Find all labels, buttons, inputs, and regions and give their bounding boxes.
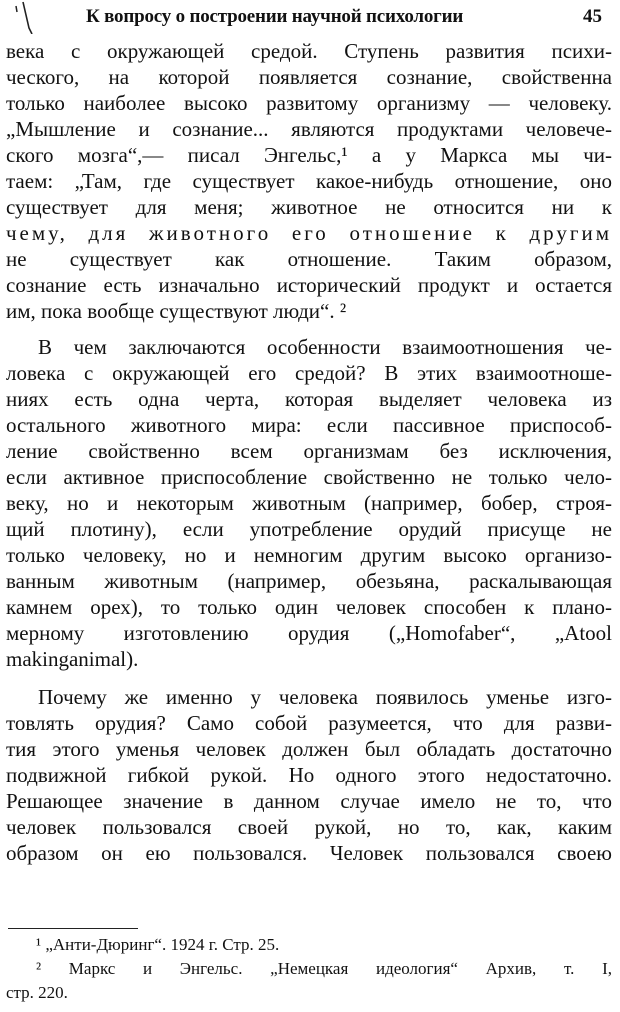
text-line: ниях есть одна черта, которая выделяет человека из bbox=[6, 387, 612, 411]
text-line: ление свойственно всем организмам без исключения, bbox=[6, 439, 612, 463]
footnote: стр. 220. bbox=[6, 983, 68, 1002]
text-line: чему, для животного его отношение к другим bbox=[6, 221, 612, 245]
text-line: ческого, на которой появляется сознание, свойственна bbox=[6, 65, 612, 89]
text-line: образом он ею пользовался. Человек пользовался своею bbox=[6, 841, 612, 865]
text-line: если активное приспособление свойственно не только чело- bbox=[6, 465, 612, 489]
text-line: тия этого уменья человек должен был обладать достаточно bbox=[6, 737, 612, 761]
text-line: существует для меня; животное не относится ни к bbox=[6, 195, 612, 219]
running-title: К вопросу о построении научной психологии bbox=[86, 6, 464, 27]
text-line: ловека с окружающей его средой? В этих взаимоотноше- bbox=[6, 361, 612, 385]
text-line: подвижной гибкой рукой. Но одного этого недостаточно. bbox=[6, 763, 612, 787]
footnote: ² Маркс и Энгельс. „Немецкая идеология“ Архив, т. I, bbox=[36, 959, 612, 978]
text-line: веку, но и некоторым животным (например, бобер, строя- bbox=[6, 491, 612, 515]
footnote: ¹ „Анти-Дюринг“. 1924 г. Стр. 25. bbox=[36, 935, 280, 954]
text-line: Решающее значение в данном случае имело не то, что bbox=[6, 789, 612, 813]
footnote-divider bbox=[8, 928, 138, 929]
text-line: Почему же именно у человека появилось уменье изго- bbox=[38, 685, 612, 709]
text-line: только человеку, но и немногим другим высоко организо- bbox=[6, 543, 612, 567]
text-line: В чем заключаются особенности взаимоотношения че- bbox=[38, 335, 612, 359]
text-line: им, пока вообще существуют люди“. ² bbox=[6, 299, 347, 323]
text-line: таем: „Там, где существует какое-нибудь отношение, оно bbox=[6, 169, 612, 193]
text-line: сознание есть изначально исторический продукт и остается bbox=[6, 273, 612, 297]
text-line: камнем орех), то только один человек способен к плано- bbox=[6, 595, 612, 619]
text-line: только наиболее высоко развитому организму — человеку. bbox=[6, 91, 612, 115]
text-line: щий плотину), если употребление орудий присуще не bbox=[6, 517, 612, 541]
page-number: 45 bbox=[583, 6, 602, 27]
text-line: остального животного мира: если пассивное приспособ- bbox=[6, 413, 612, 437]
text-line: мерному изготовлению орудия („Homofaber“, „Atool bbox=[6, 621, 612, 645]
text-line: makinganimal). bbox=[6, 647, 139, 671]
text-line: „Мышление и сознание... являются продуктами человече- bbox=[6, 117, 612, 141]
text-line: ванным животным (например, обезьяна, раскалывающая bbox=[6, 569, 612, 593]
text-line: века с окружающей средой. Ступень развития психи- bbox=[6, 39, 612, 63]
text-line: товлять орудия? Само собой разумеется, что для разви- bbox=[6, 711, 612, 735]
running-header bbox=[8, 4, 610, 30]
text-line: человек пользовался своей рукой, но то, как, каким bbox=[6, 815, 612, 839]
text-line: не существует как отношение. Таким образом, bbox=[6, 247, 612, 271]
text-line: ского мозга“,— писал Энгельс,¹ а у Маркса мы чи- bbox=[6, 143, 612, 167]
